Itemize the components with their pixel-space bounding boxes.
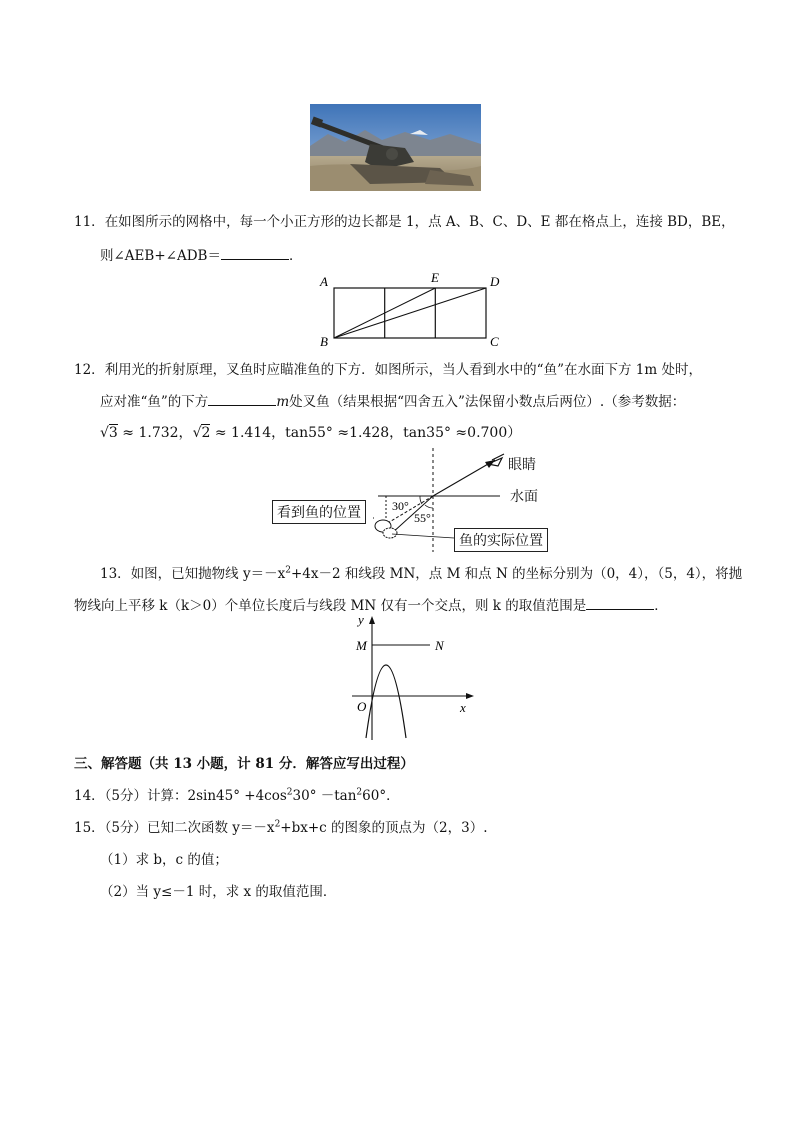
q14-sup2: 2 xyxy=(356,787,363,798)
q12-unit: m xyxy=(276,394,290,410)
axis-x-label: x xyxy=(460,700,466,715)
eye-icon xyxy=(488,454,504,466)
q15-text-a: 15．（5分）已知二次函数 y＝－x xyxy=(74,820,275,836)
q13-text-a: 如图，已知抛物线 y＝－x xyxy=(130,566,286,582)
sqrt3-radicand: 3 xyxy=(108,425,118,441)
q13-line1 xyxy=(100,562,742,582)
q11-answer-blank[interactable] xyxy=(221,246,289,260)
sqrt3-symbol: √ xyxy=(100,425,109,441)
q15-sub2: （2）当 y≤－1 时，求 x 的取值范围． xyxy=(100,884,337,900)
point-m-label: M xyxy=(356,638,367,653)
actual-fish-label: 鱼的实际位置 xyxy=(454,528,548,552)
q11-prompt: 则∠AEB+∠ADB＝ xyxy=(100,248,221,264)
q12-answer-blank[interactable] xyxy=(208,392,276,406)
q12-line2 xyxy=(100,390,685,410)
q14-text-a: 14．（5分）计算：2sin45° +4cos xyxy=(74,788,287,804)
q13-answer-blank[interactable] xyxy=(586,596,654,610)
q13-end: ． xyxy=(654,598,668,614)
q11-line1 xyxy=(74,210,735,230)
sqrt2-symbol: √ xyxy=(192,425,202,441)
q15-sup: 2 xyxy=(274,819,281,830)
sqrt3-value: ≈ 1.732， xyxy=(117,425,193,441)
q12-line1 xyxy=(74,358,702,378)
q11-end: ． xyxy=(288,248,303,264)
q11-grid-figure xyxy=(316,270,506,350)
q14-line xyxy=(74,784,400,804)
label-b: B xyxy=(320,334,328,349)
label-c: C xyxy=(490,334,499,349)
q14-text-b: 30° －tan xyxy=(292,788,357,804)
label-d: D xyxy=(490,274,500,289)
label-a: A xyxy=(320,274,328,289)
q11-text: 在如图所示的网格中，每一个小正方形的边长都是 1，点 A、B、C、D、E 都在格点上，连接 BD，BE， xyxy=(104,214,735,230)
q13-prompt: 物线向上平移 k（k＞0）个单位长度后与线段 MN 仅有一个交点，则 k 的取值范围是 xyxy=(74,598,587,614)
q12-text: 利用光的折射原理，叉鱼时应瞄准鱼的下方．如图所示，当人看到水中的“鱼”在水面下方 1m 处时， xyxy=(104,362,702,378)
angle-55: 55° xyxy=(414,511,431,525)
sqrt2-value: ≈ 1.414，tan55° ≈1.428，tan35° ≈0.700） xyxy=(210,425,522,441)
q13-sup: 2 xyxy=(285,565,291,576)
label-e: E xyxy=(431,270,439,285)
origin-label: O xyxy=(357,699,367,714)
axis-y-label: y xyxy=(358,612,364,627)
q15-sub1: （1）求 b，c 的值； xyxy=(100,852,228,868)
q11-number: 11． xyxy=(74,214,105,230)
q13-parabola-figure xyxy=(348,612,478,742)
section-3-heading: 三、解答题（共 13 小题，计 81 分．解答应写出过程） xyxy=(74,756,414,772)
eye-label: 眼睛 xyxy=(508,457,536,473)
sqrt2-radicand: 2 xyxy=(201,425,211,441)
q11-line2 xyxy=(100,244,302,264)
q12-refraction-figure xyxy=(270,446,560,554)
angle-30: 30° xyxy=(392,499,409,513)
q12-prompt: 应对准“鱼”的下方 xyxy=(100,394,209,410)
q15-text-b: +bx+c 的图象的顶点为（2，3）. xyxy=(280,820,488,836)
artillery-photo xyxy=(310,104,481,191)
q13-number: 13． xyxy=(100,566,131,582)
q12-line3 xyxy=(100,422,521,442)
q14-text-c: 60°． xyxy=(362,788,400,804)
seen-fish-label: 看到鱼的位置 xyxy=(272,500,366,524)
q15-line xyxy=(74,816,488,836)
q12-number: 12． xyxy=(74,362,105,378)
q12-rest: 处叉鱼（结果根据“四舍五入”法保留小数点后两位）.（参考数据： xyxy=(289,394,686,410)
q14-sup1: 2 xyxy=(286,787,293,798)
q13-line2 xyxy=(74,594,668,614)
water-surface-label: 水面 xyxy=(510,489,538,505)
q13-text-b: +4x－2 和线段 MN，点 M 和点 N 的坐标分别为（0，4），（5，4），将抛 xyxy=(290,566,743,582)
point-n-label: N xyxy=(435,638,444,653)
